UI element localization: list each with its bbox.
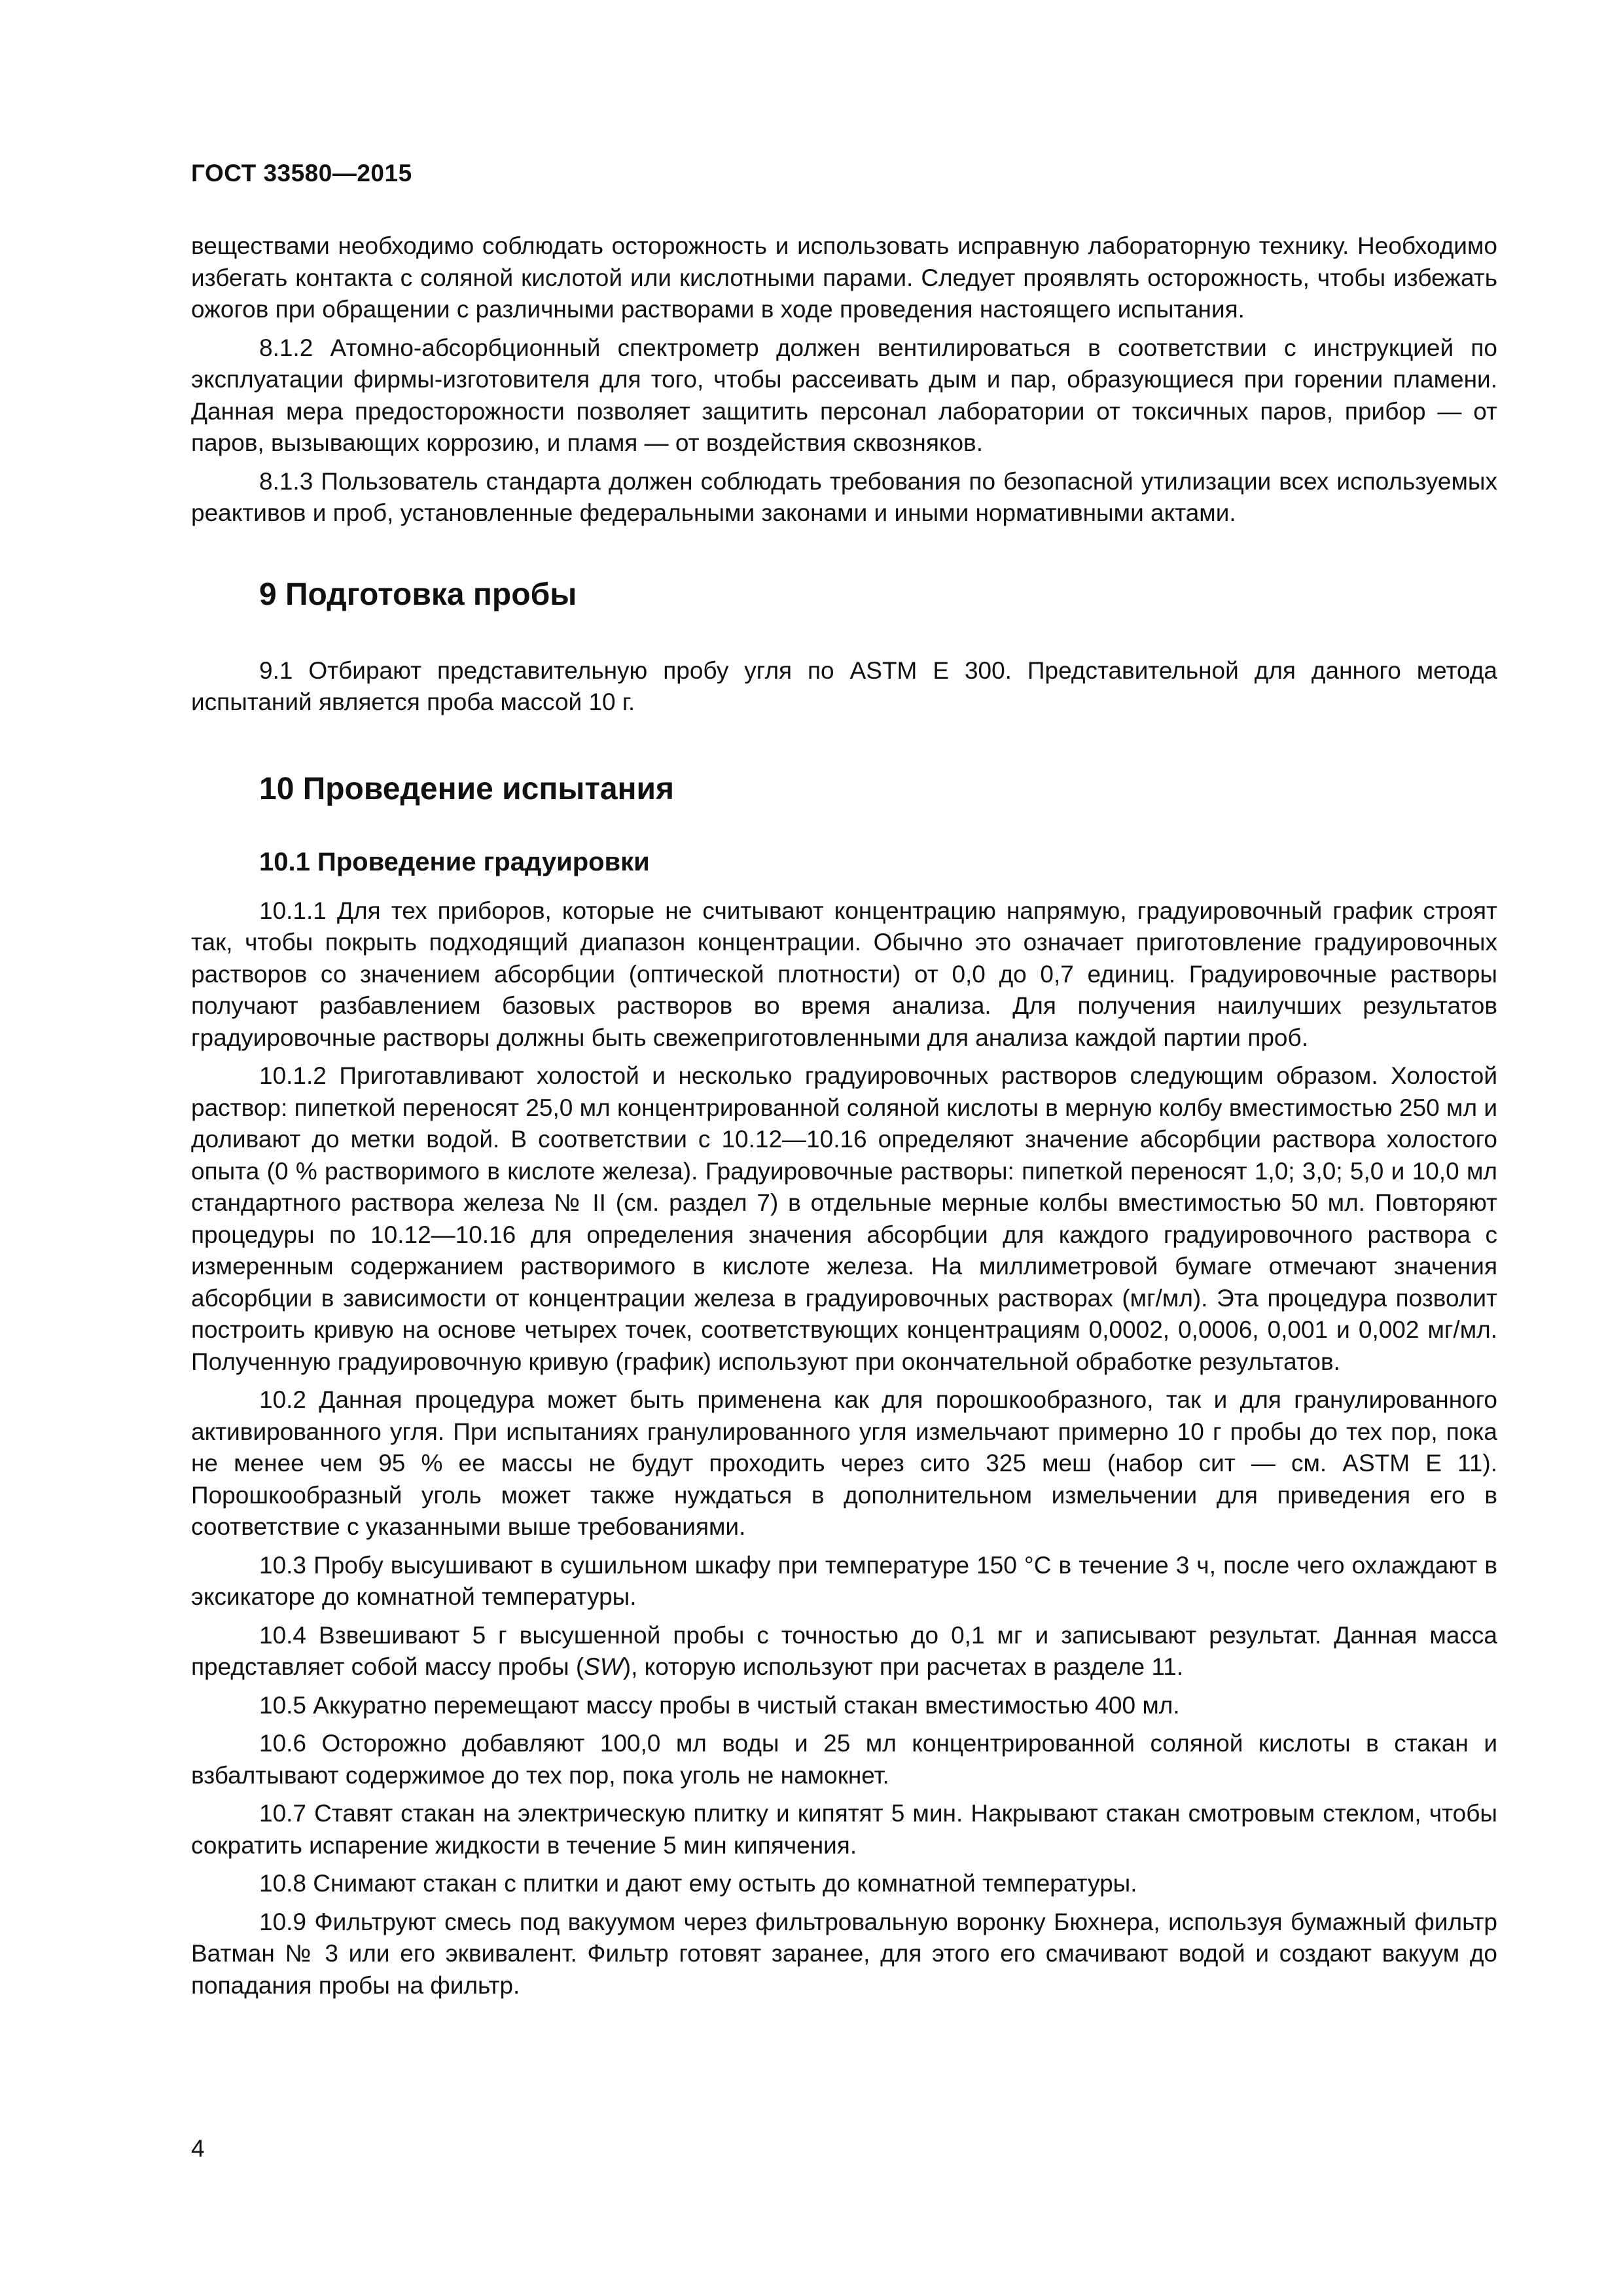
- sample-mass-symbol: SW: [584, 1653, 623, 1680]
- paragraph-10-4-text-b: ), которую используют при расчетах в разделе 11.: [622, 1653, 1184, 1680]
- paragraph-9-1: 9.1 Отбирают представительную пробу угля по ASTM E 300. Представительной для данного метода испытаний является проба массой 10 г.: [191, 656, 1497, 715]
- paragraph-10-8: 10.8 Снимают стакан с плитки и дают ему остыть до комнатной температуры.: [259, 1870, 1137, 1897]
- paragraph-10-5: 10.5 Аккуратно перемещают массу пробы в чистый стакан вместимостью 400 мл.: [259, 1691, 1180, 1719]
- paragraph-10-2: 10.2 Данная процедура может быть применена как для порошкообразного, так и для гранулированного активированного угля. При испытаниях гранулированного угля измельчают примерно 10 г пробы до тех пор, пока не менее чем 95 % ее массы не будут проходить через сито 325 меш (набор сит — см. ASTM E 11). Порошкообразный уголь может также нуждаться в дополнительном измельчении для приведения его в соответствие с указанными выше требованиями.: [191, 1386, 1497, 1540]
- page-body: [191, 230, 1497, 2001]
- paragraph-8-1-2: 8.1.2 Атомно-абсорбционный спектрометр должен вентилироваться в соответствии с инструкцией по эксплуатации фирмы-изготовителя для того, чтобы рассеивать дым и пар, образующиеся при горении пламени. Данная мера предосторожности позволяет защитить персонал лаборатории от токсичных паров, прибор — от паров, вызывающих коррозию, и пламя — от воздействия сквозняков.: [191, 334, 1497, 456]
- paragraph-10-3: 10.3 Пробу высушивают в сушильном шкафу при температуре 150 °С в течение 3 ч, после чего охлаждают в эксикаторе до комнатной температуры.: [191, 1551, 1497, 1610]
- section-heading-10: 10 Проведение испытания: [259, 771, 675, 806]
- paragraph-10-4-text-a: 10.4 Взвешивают 5 г высушенной пробы с точностью до 0,1 мг и записывают результат. Данная масса представляет собой массу пробы (: [191, 1621, 1497, 1680]
- paragraph-10-1-1: 10.1.1 Для тех приборов, которые не считывают концентрацию напрямую, градуировочный график строят так, чтобы покрыть подходящий диапазон концентрации. Обычно это означает приготовление градуировочных растворов со значением абсорбции (оптической плотности) от 0,0 до 0,7 единиц. Градуировочные растворы получают разбавлением базовых растворов во время анализа. Для получения наилучших результатов градуировочные растворы должны быть свежеприготовленными для анализа каждой партии проб.: [191, 897, 1497, 1051]
- paragraph-10-7: 10.7 Ставят стакан на электрическую плитку и кипятят 5 мин. Накрывают стакан смотровым стеклом, чтобы сократить испарение жидкости в течение 5 мин кипячения.: [191, 1800, 1497, 1859]
- page-number: 4: [191, 2135, 205, 2162]
- paragraph-10-1-2: 10.1.2 Приготавливают холостой и несколько градуировочных растворов следующим образом. Холостой раствор: пипеткой переносят 25,0 мл концентрированной соляной кислоты в мерную колбу вместимостью 250 мл и доливают до метки водой. В соответствии с 10.12—10.16 определяют значение абсорбции раствора холостого опыта (0 % растворимого в кислоте железа). Градуировочные растворы: пипеткой переносят 1,0; 3,0; 5,0 и 10,0 мл стандартного раствора железа № II (см. раздел 7) в отдельные мерные колбы вместимостью 50 мл. Повторяют процедуры по 10.12—10.16 для определения значения абсорбции для каждого градуировочного раствора с измеренным содержанием растворимого в кислоте железа. На миллиметровой бумаге отмечают значения абсорбции в зависимости от концентрации железа в градуировочных растворах (мг/мл). Эта процедура позволит построить кривую на основе четырех точек, соответствующих концентрациям 0,0002, 0,0006, 0,001 и 0,002 мг/мл. Полученную градуировочную кривую (график) используют при окончательной обработке результатов.: [191, 1062, 1497, 1375]
- paragraph-10-6: 10.6 Осторожно добавляют 100,0 мл воды и 25 мл концентрированной соляной кислоты в стакан и взбалтывают содержимое до тех пор, пока уголь не намокнет.: [191, 1730, 1497, 1789]
- paragraph-8-1-3: 8.1.3 Пользователь стандарта должен соблюдать требования по безопасной утилизации всех используемых реактивов и проб, установленные федеральными законами и иными нормативными актами.: [191, 467, 1497, 526]
- paragraph-10-4: [191, 1620, 1497, 1683]
- section-heading-9: 9 Подготовка пробы: [259, 577, 577, 612]
- document-header: ГОСТ 33580—2015: [191, 160, 412, 187]
- paragraph-8-1-1-continued: веществами необходимо соблюдать осторожность и использовать исправную лабораторную технику. Необходимо избегать контакта с соляной кислотой или кислотными парами. Следует проявлять осторожность, чтобы избежать ожогов при обращении с различными растворами в ходе проведения настоящего испытания.: [191, 232, 1497, 323]
- subsection-heading-10-1: 10.1 Проведение градуировки: [259, 847, 650, 876]
- paragraph-10-9: 10.9 Фильтруют смесь под вакуумом через фильтровальную воронку Бюхнера, используя бумажный фильтр Ватман № 3 или его эквивалент. Фильтр готовят заранее, для этого его смачивают водой и создают вакуум до попадания пробы на фильтр.: [191, 1908, 1497, 1999]
